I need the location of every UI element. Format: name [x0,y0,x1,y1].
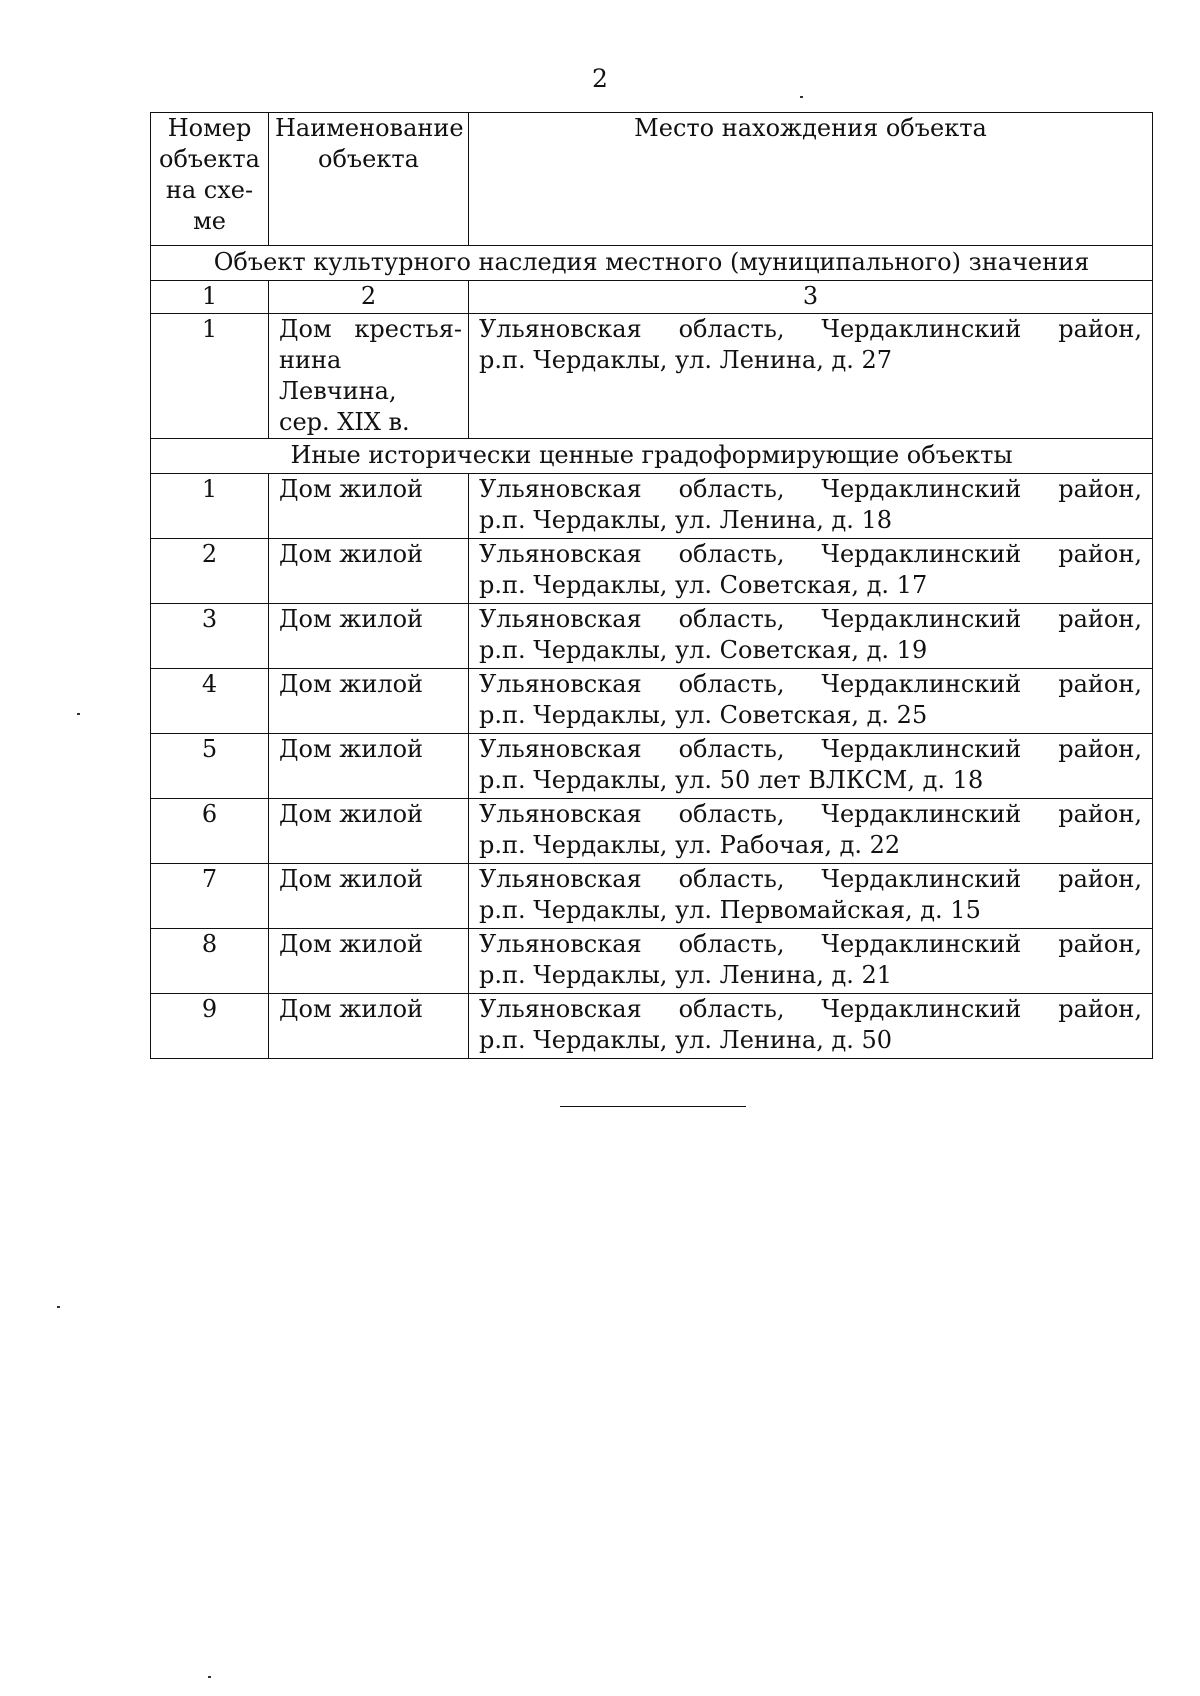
row-name: Дом жилой [269,864,469,929]
row-number: 5 [151,734,269,799]
row-name: Дом жилой [269,929,469,994]
section-heritage-row [151,246,1153,281]
row-number: 2 [151,539,269,604]
section-other-row [151,439,1153,474]
row-name: Дом жилой [269,669,469,734]
row-number: 1 [151,314,269,439]
header-object-number: Номер объекта на схе- ме [151,113,269,246]
row-address: Ульяновская область, Чердаклинский район, р.п. Чердаклы, ул. Советская, д. 17 [469,539,1153,604]
table-row [151,994,1153,1059]
row-name: Дом жилой [269,799,469,864]
table-row [151,474,1153,539]
row-number: 8 [151,929,269,994]
row-number: 4 [151,669,269,734]
column-numbers-row [151,281,1153,314]
end-divider [560,1106,746,1107]
row-number: 1 [151,474,269,539]
row-address: Ульяновская область, Чердаклинский район, р.п. Чердаклы, ул. Советская, д. 25 [469,669,1153,734]
table-row [151,539,1153,604]
objects-table [150,112,1153,1059]
row-number: 9 [151,994,269,1059]
row-name: Дом жилой [269,539,469,604]
table-row [151,669,1153,734]
table-row [151,864,1153,929]
table-row [151,314,1153,439]
scan-speck [57,1306,60,1308]
table-row [151,734,1153,799]
row-address: Ульяновская область, Чердаклинский район, р.п. Чердаклы, ул. 50 лет ВЛКСМ, д. 18 [469,734,1153,799]
row-name: Дом жилой [269,994,469,1059]
scan-speck [800,96,803,98]
header-object-location: Место нахождения объекта [469,113,1153,246]
row-address: Ульяновская область, Чердаклинский район, р.п. Чердаклы, ул. Ленина, д. 21 [469,929,1153,994]
row-number: 6 [151,799,269,864]
row-address: Ульяновская область, Чердаклинский район, р.п. Чердаклы, ул. Первомайская, д. 15 [469,864,1153,929]
page-number: 2 [592,64,608,93]
table-header-row [151,113,1153,246]
row-name: Дом крестья- нина Левчина, сер. XIX в. [269,314,469,439]
section-other-title: Иные исторически ценные градоформирующие объекты [151,439,1153,474]
row-address: Ульяновская область, Чердаклинский район, р.п. Чердаклы, ул. Рабочая, д. 22 [469,799,1153,864]
row-number: 3 [151,604,269,669]
column-number: 3 [469,281,1153,314]
row-address: Ульяновская область, Чердаклинский район, р.п. Чердаклы, ул. Ленина, д. 50 [469,994,1153,1059]
row-name: Дом жилой [269,734,469,799]
column-number: 2 [269,281,469,314]
table-row [151,604,1153,669]
table-row [151,799,1153,864]
row-address: Ульяновская область, Чердаклинский район, р.п. Чердаклы, ул. Советская, д. 19 [469,604,1153,669]
section-heritage-title: Объект культурного наследия местного (муниципального) значения [151,246,1153,281]
scan-speck [208,1676,211,1678]
header-object-name: Наименование объекта [269,113,469,246]
row-address: Ульяновская область, Чердаклинский район, р.п. Чердаклы, ул. Ленина, д. 27 [469,314,1153,439]
column-number: 1 [151,281,269,314]
row-address: Ульяновская область, Чердаклинский район, р.п. Чердаклы, ул. Ленина, д. 18 [469,474,1153,539]
table-row [151,929,1153,994]
row-number: 7 [151,864,269,929]
row-name: Дом жилой [269,474,469,539]
row-name: Дом жилой [269,604,469,669]
scan-speck [77,713,80,715]
